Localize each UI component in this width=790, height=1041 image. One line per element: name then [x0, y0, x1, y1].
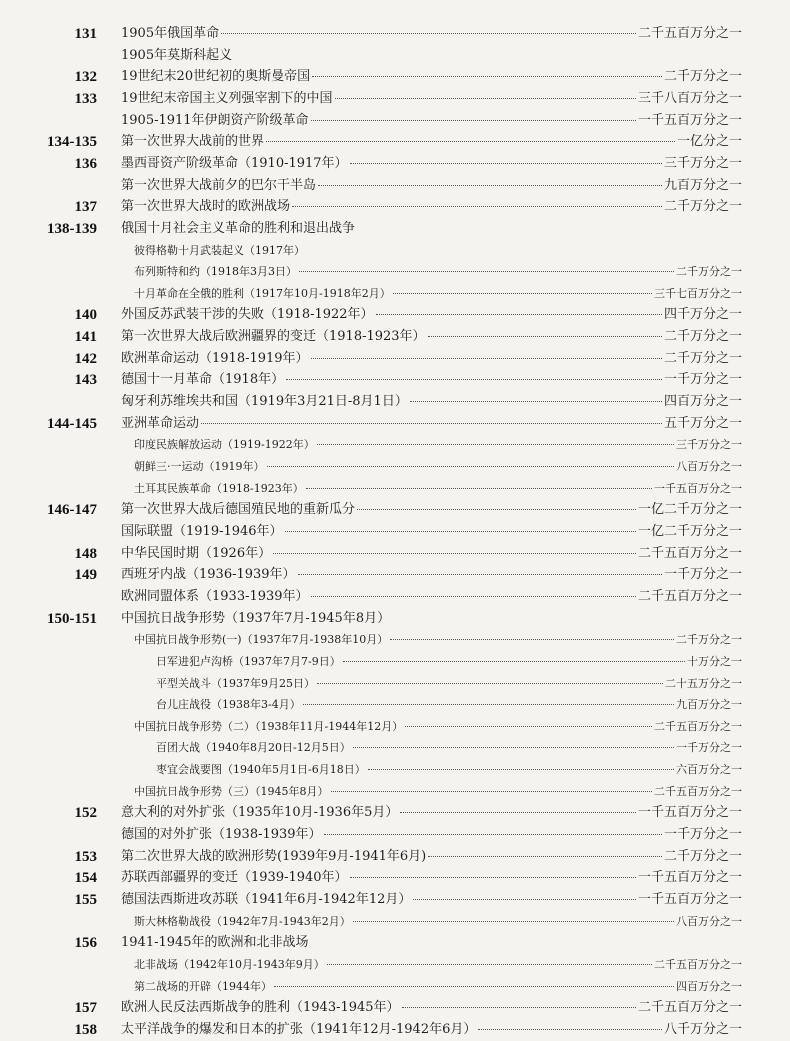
map-scale: 八千万分之一 — [663, 1021, 742, 1037]
toc-entry-line — [121, 131, 742, 153]
toc-entry-line — [121, 175, 742, 197]
dot-leader — [306, 488, 652, 489]
toc-entry-line — [121, 824, 742, 846]
dot-leader — [428, 336, 662, 337]
toc-entry-line — [134, 716, 742, 738]
dot-leader — [303, 704, 674, 705]
map-scale: 九百万分之一 — [676, 698, 742, 712]
toc-entry-line — [156, 651, 742, 673]
toc-entry-line — [121, 153, 742, 175]
map-scale: 四百万分之一 — [676, 979, 742, 993]
entry-title: 第一次世界大战时的欧洲战场 — [121, 199, 291, 215]
dot-leader — [353, 747, 674, 748]
page-number: 134-135 — [47, 134, 97, 151]
entry-title: 平型关战斗（1937年9月25日） — [156, 676, 315, 690]
entry-title: 国际联盟（1919-1946年） — [121, 523, 283, 539]
toc-entry-line — [121, 23, 742, 45]
dot-leader — [292, 206, 662, 207]
map-scale: 二千五百万分之一 — [654, 719, 742, 733]
entry-title: 印度民族解放运动（1919-1922年） — [134, 438, 315, 452]
page-number: 156 — [74, 935, 97, 952]
map-scale: 五千万分之一 — [663, 415, 742, 431]
toc-entry-line — [121, 889, 742, 911]
dot-leader — [400, 812, 636, 813]
dot-leader — [410, 401, 662, 402]
dot-leader — [335, 98, 636, 99]
map-scale: 二千五百万分之一 — [637, 1000, 742, 1016]
entry-title: 德国法西斯进攻苏联（1941年6月-1942年12月） — [121, 892, 412, 907]
dot-leader — [413, 899, 636, 900]
map-scale: 三千万分之一 — [663, 155, 742, 171]
dot-leader — [350, 877, 636, 878]
toc-entry-line — [121, 66, 742, 88]
dot-leader — [266, 141, 675, 142]
entry-title: 意大利的对外扩张（1935年10月-1936年5月） — [121, 805, 399, 821]
map-scale: 十万分之一 — [687, 654, 742, 668]
toc-entry-line — [121, 846, 742, 868]
map-scale: 三千七百万分之一 — [654, 286, 742, 300]
entry-title: 匈牙利苏维埃共和国（1919年3月21日-8月1日） — [121, 394, 408, 410]
toc-entry-line — [121, 521, 742, 543]
page-number: 136 — [74, 155, 97, 172]
dot-leader — [331, 791, 653, 792]
dot-leader — [368, 769, 674, 770]
entry-title: 亚洲革命运动 — [121, 415, 200, 431]
toc-entry-line — [134, 456, 742, 478]
page-number: 142 — [74, 350, 97, 367]
map-scale: 一千万分之一 — [663, 567, 742, 583]
map-scale: 二千万分之一 — [663, 199, 742, 215]
toc-entry-line — [156, 759, 742, 781]
dot-leader — [267, 466, 675, 467]
toc-entry-line — [121, 304, 742, 326]
map-scale: 六百万分之一 — [676, 763, 742, 777]
entry-title: 俄国十月社会主义革命的胜利和退出战争 — [121, 220, 356, 236]
page-number: 155 — [74, 892, 97, 908]
map-scale: 二千万分之一 — [663, 69, 742, 85]
map-scale: 三千万分之一 — [676, 438, 742, 452]
page-number: 143 — [74, 372, 97, 389]
dot-leader — [317, 683, 663, 684]
dot-leader — [286, 379, 662, 380]
page-number: 144-145 — [47, 415, 97, 432]
page-number: 150-151 — [47, 610, 97, 627]
page-number: 137 — [74, 199, 97, 216]
toc-entry-line — [121, 586, 742, 608]
toc-entry-line — [134, 434, 742, 456]
toc-entry-line — [121, 369, 742, 391]
map-scale: 二千万分之一 — [676, 633, 742, 647]
entry-title: 斯大林格勒战役（1942年7月-1943年2月） — [134, 914, 351, 928]
toc-entry-line — [121, 88, 742, 110]
dot-leader — [393, 293, 652, 294]
dot-leader — [311, 358, 662, 359]
dot-leader — [343, 661, 685, 662]
dot-leader — [298, 574, 662, 575]
entry-title: 第一次世界大战前的世界 — [121, 134, 265, 150]
dot-leader — [478, 1029, 662, 1030]
page-number: 152 — [74, 805, 97, 822]
dot-leader — [405, 726, 652, 727]
page-number: 154 — [74, 870, 97, 887]
entry-title: 日军进犯卢沟桥（1937年7月7-9日） — [156, 654, 341, 668]
page-number: 148 — [74, 545, 97, 562]
entry-title: 第一次世界大战后欧洲疆界的变迁（1918-1923年） — [121, 329, 426, 345]
entry-title: 1905年莫斯科起义 — [121, 47, 233, 63]
dot-leader — [311, 120, 636, 121]
dot-leader — [402, 1007, 636, 1008]
entry-title: 枣宜会战要图（1940年5月1日-6月18日） — [156, 763, 366, 777]
dot-leader — [353, 921, 674, 922]
entry-title: 太平洋战争的爆发和日本的扩张（1941年12月-1942年6月） — [121, 1021, 477, 1037]
map-scale: 四百万分之一 — [663, 394, 742, 410]
dot-leader — [311, 596, 636, 597]
dot-leader — [299, 271, 674, 272]
dot-leader — [357, 509, 636, 510]
dot-leader — [318, 185, 662, 186]
toc-entry-line — [121, 802, 742, 824]
entry-title: 欧洲人民反法西斯战争的胜利（1943-1945年） — [121, 1000, 400, 1016]
dot-leader — [327, 964, 652, 965]
map-scale: 一亿二千万分之一 — [637, 523, 742, 539]
map-scale: 二十五万分之一 — [665, 676, 742, 690]
page-number: 149 — [74, 567, 97, 584]
toc-entry-line — [156, 673, 742, 695]
entry-title: 19世纪末帝国主义列强宰割下的中国 — [121, 90, 333, 106]
map-scale: 一千五百万分之一 — [637, 870, 742, 886]
toc-entry-line — [134, 954, 742, 976]
toc-entry-line — [121, 326, 742, 348]
entry-title: 土耳其民族革命（1918-1923年） — [134, 481, 304, 495]
map-scale: 二千五百万分之一 — [637, 545, 742, 561]
page-number: 140 — [74, 307, 97, 324]
toc-entry-line — [121, 110, 742, 132]
entry-title: 朝鲜三·一运动（1919年） — [134, 460, 265, 473]
toc-entry-line — [121, 499, 742, 521]
entry-title: 苏联西部疆界的变迁（1939-1940年） — [121, 870, 348, 886]
map-scale: 二千万分之一 — [663, 329, 742, 345]
entry-title: 德国十一月革命（1918年） — [121, 372, 285, 388]
map-scale: 一千万分之一 — [663, 372, 742, 388]
entry-title: 中国抗日战争形势（二）（1938年11月-1944年12月） — [134, 719, 404, 733]
dot-leader — [221, 33, 636, 34]
entry-title: 中国抗日战争形势(一)（1937年7月-1938年10月） — [134, 633, 389, 647]
toc-entry-line — [121, 45, 742, 67]
map-scale: 一千五百万分之一 — [637, 892, 742, 907]
entry-title: 外国反苏武装干涉的失败（1918-1922年） — [121, 307, 374, 323]
toc-entry-line — [121, 543, 742, 565]
entry-title: 1905年俄国革命 — [121, 26, 220, 41]
toc-entry-line — [121, 413, 742, 435]
toc-entry-line — [121, 348, 742, 370]
entry-title: 百团大战（1940年8月20日-12月5日） — [156, 741, 351, 755]
page-number: 153 — [74, 848, 97, 865]
map-scale: 二千五百万分之一 — [637, 588, 742, 604]
map-scale: 一千五百万分之一 — [637, 805, 742, 821]
map-scale: 一亿分之一 — [676, 134, 742, 150]
page-number: 141 — [74, 329, 97, 346]
entry-title: 北非战场（1942年10月-1943年9月） — [134, 957, 325, 971]
toc-entry-line — [121, 1019, 742, 1041]
toc-entry-line — [121, 932, 742, 954]
dot-leader — [312, 76, 662, 77]
entry-title: 西班牙内战（1936-1939年） — [121, 567, 296, 583]
entry-title: 德国的对外扩张（1938-1939年） — [121, 827, 322, 843]
dot-leader — [201, 423, 662, 424]
entry-title: 第一次世界大战后德国殖民地的重新瓜分 — [121, 502, 356, 518]
dot-leader — [273, 553, 636, 554]
toc-entry-line — [134, 911, 742, 933]
dot-leader — [390, 639, 674, 640]
map-scale: 二千万分之一 — [663, 350, 742, 366]
page-number: 131 — [74, 26, 97, 42]
map-scale: 九百万分之一 — [663, 177, 742, 193]
entry-title: 十月革命在全俄的胜利（1917年10月-1918年2月） — [134, 286, 391, 300]
page-number: 158 — [74, 1021, 97, 1038]
map-scale: 八百万分之一 — [676, 914, 742, 928]
entry-title: 墨西哥资产阶级革命（1910-1917年） — [121, 155, 348, 171]
entry-title: 台儿庄战役（1938年3-4月） — [156, 698, 301, 712]
toc-entry-line — [134, 478, 742, 500]
map-scale: 一亿二千万分之一 — [637, 502, 742, 518]
entry-title: 欧洲革命运动（1918-1919年） — [121, 350, 309, 366]
dot-leader — [428, 856, 662, 857]
entry-title: 1941-1945年的欧洲和北非战场 — [121, 935, 309, 951]
dot-leader — [324, 834, 662, 835]
toc-entry-line — [134, 261, 742, 283]
toc-entry-line — [134, 240, 742, 262]
dot-leader — [317, 444, 674, 445]
toc-entry-line — [121, 196, 742, 218]
map-scale: 二千五百万分之一 — [654, 957, 742, 971]
entry-title: 布列斯特和约（1918年3月3日） — [134, 265, 297, 279]
map-scale: 八百万分之一 — [676, 460, 742, 473]
entry-title: 欧洲同盟体系（1933-1939年） — [121, 588, 309, 604]
entry-title: 19世纪末20世纪初的奥斯曼帝国 — [121, 69, 311, 85]
entry-title: 第一次世界大战前夕的巴尔干半岛 — [121, 177, 317, 193]
toc-entry-line — [121, 867, 742, 889]
dot-leader — [285, 531, 636, 532]
entry-title: 中国抗日战争形势（1937年7月-1945年8月） — [121, 610, 391, 626]
toc-entry-line — [134, 283, 742, 305]
page-number: 138-139 — [47, 220, 97, 237]
map-scale: 二千万分之一 — [676, 265, 742, 279]
map-scale: 一千五百万分之一 — [637, 112, 742, 128]
map-scale: 一千五百万分之一 — [654, 481, 742, 495]
dot-leader — [350, 163, 662, 164]
toc-entry-line — [121, 218, 742, 240]
page-number: 132 — [74, 69, 97, 86]
toc-entry-line — [156, 737, 742, 759]
map-scale: 一千万分之一 — [676, 741, 742, 755]
toc-entry-line — [121, 564, 742, 586]
entry-title: 彼得格勒十月武装起义（1917年） — [134, 243, 305, 257]
page-number: 146-147 — [47, 502, 97, 519]
toc-entry-line — [156, 694, 742, 716]
page-number: 133 — [74, 90, 97, 107]
entry-title: 第二战场的开辟（1944年） — [134, 979, 272, 993]
dot-leader — [274, 986, 674, 987]
map-scale: 二千五百万分之一 — [654, 784, 742, 798]
toc-entry-line — [134, 781, 742, 803]
toc-entry-line — [134, 629, 742, 651]
entry-title: 第二次世界大战的欧洲形势(1939年9月-1941年6月) — [121, 848, 427, 864]
map-scale: 二千万分之一 — [663, 848, 742, 864]
toc-entry-line — [121, 391, 742, 413]
entry-title: 中华民国时期（1926年） — [121, 545, 272, 561]
toc-entry-line — [121, 608, 742, 630]
map-scale: 三千八百万分之一 — [637, 90, 742, 106]
dot-leader — [376, 314, 662, 315]
map-scale: 二千五百万分之一 — [637, 26, 742, 41]
toc-entry-line — [121, 997, 742, 1019]
toc-entry-line — [134, 976, 742, 998]
entry-title: 1905-1911年伊朗资产阶级革命 — [121, 112, 309, 128]
page-number: 157 — [74, 1000, 97, 1017]
map-scale: 四千万分之一 — [663, 307, 742, 323]
entry-title: 中国抗日战争形势（三）（1945年8月） — [134, 784, 329, 798]
map-scale: 一千万分之一 — [663, 827, 742, 843]
